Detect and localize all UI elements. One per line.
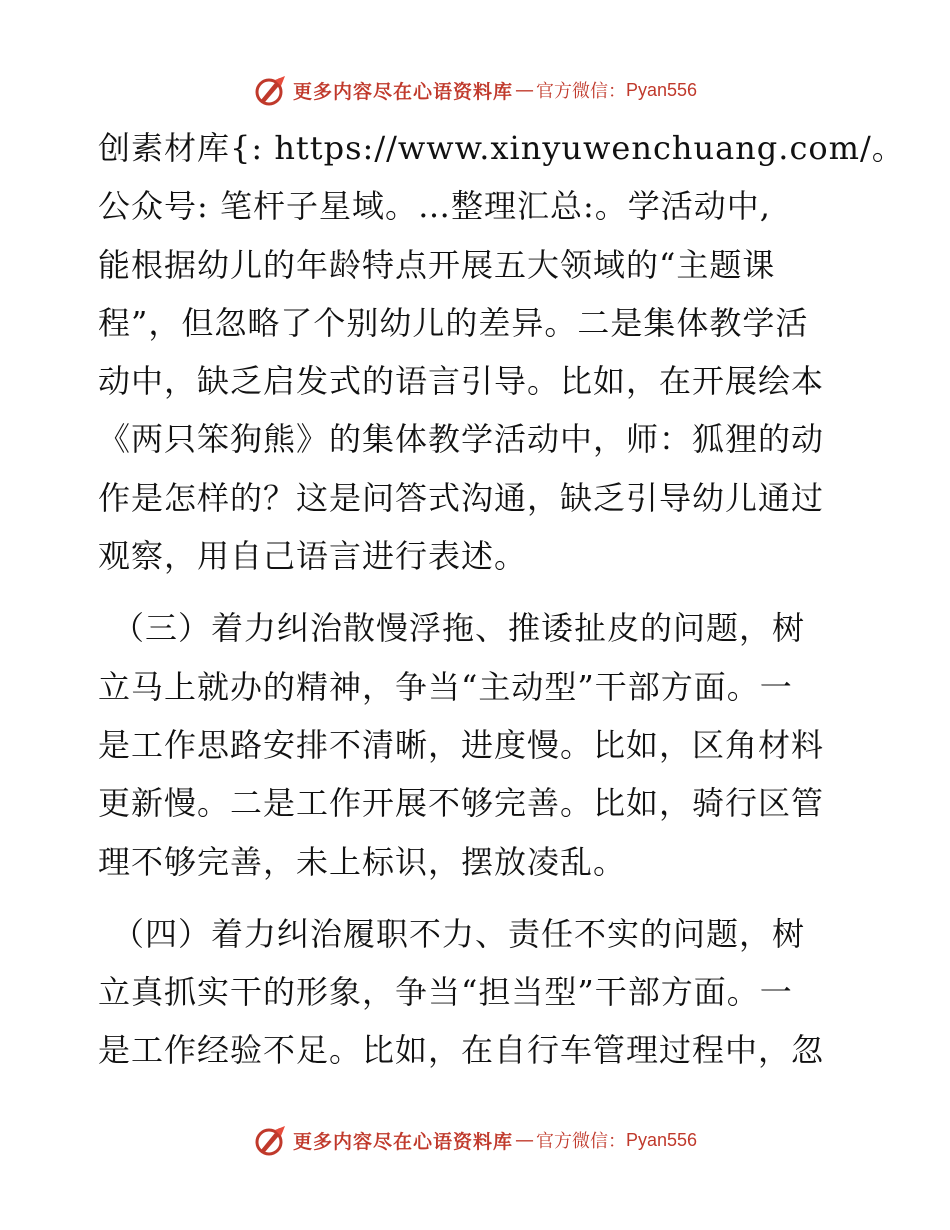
- text-line: 是工作经验不足。比如，在自行车管理过程中，忽: [98, 1031, 825, 1070]
- text-line: 是工作思路安排不清晰，进度慢。比如，区角材料: [98, 725, 825, 764]
- text-line: 立真抓实干的形象，争当“担当型”干部方面。一: [98, 973, 793, 1012]
- text-line: 程”，但忽略了个别幼儿的差异。二是集体教学活: [98, 303, 809, 342]
- text-line: 立马上就办的精神，争当“主动型”干部方面。一: [98, 667, 793, 706]
- text-line: （四）着力纠治履职不力、责任不实的问题，树: [112, 914, 806, 953]
- text-line: （三）着力纠治散慢浮拖、推诿扯皮的问题，树: [112, 609, 806, 648]
- paragraph-3: [98, 905, 858, 1080]
- banner-separator: —: [514, 79, 534, 101]
- text-line: 公众号: 笔杆子星域。…整理汇总:。学活动中,: [98, 187, 771, 226]
- text-line: 《两只笨狗熊》的集体教学活动中，师：狐狸的动: [98, 420, 825, 459]
- document-body: [98, 119, 905, 1080]
- text-line: 理不够完善，未上标识，摆放凌乱。: [98, 842, 627, 881]
- paragraph-1: [98, 119, 905, 585]
- quill-logo-icon: [253, 72, 289, 108]
- banner-wechat-label: 官方微信：: [535, 1131, 626, 1152]
- banner-slogan: 更多内容尽在心语资料库: [292, 80, 513, 103]
- quill-logo-icon: [253, 1122, 289, 1158]
- text-line: 创素材库{: https://www.xinyuwenchuang.com/。: [98, 129, 905, 167]
- banner-wechat-label: 官方微信：: [535, 81, 626, 102]
- banner-slogan: 更多内容尽在心语资料库: [292, 1130, 513, 1153]
- text-line: 观察，用自己语言进行表述。: [98, 537, 528, 576]
- footer-banner: [0, 1120, 950, 1160]
- text-line: 作是怎样的？这是问答式沟通，缺乏引导幼儿通过: [98, 478, 825, 517]
- banner-wechat-id: Pyan556: [625, 1129, 698, 1150]
- text-line: 更新慢。二是工作开展不够完善。比如，骑行区管: [98, 784, 825, 823]
- paragraph-2: [98, 599, 858, 890]
- banner-separator: —: [514, 1129, 534, 1151]
- text-line: 动中，缺乏启发式的语言引导。比如，在开展绘本: [98, 362, 825, 401]
- text-line: 能根据幼儿的年龄特点开展五大领域的“主题课: [98, 245, 776, 284]
- header-banner: [0, 70, 950, 110]
- banner-wechat-id: Pyan556: [625, 79, 698, 100]
